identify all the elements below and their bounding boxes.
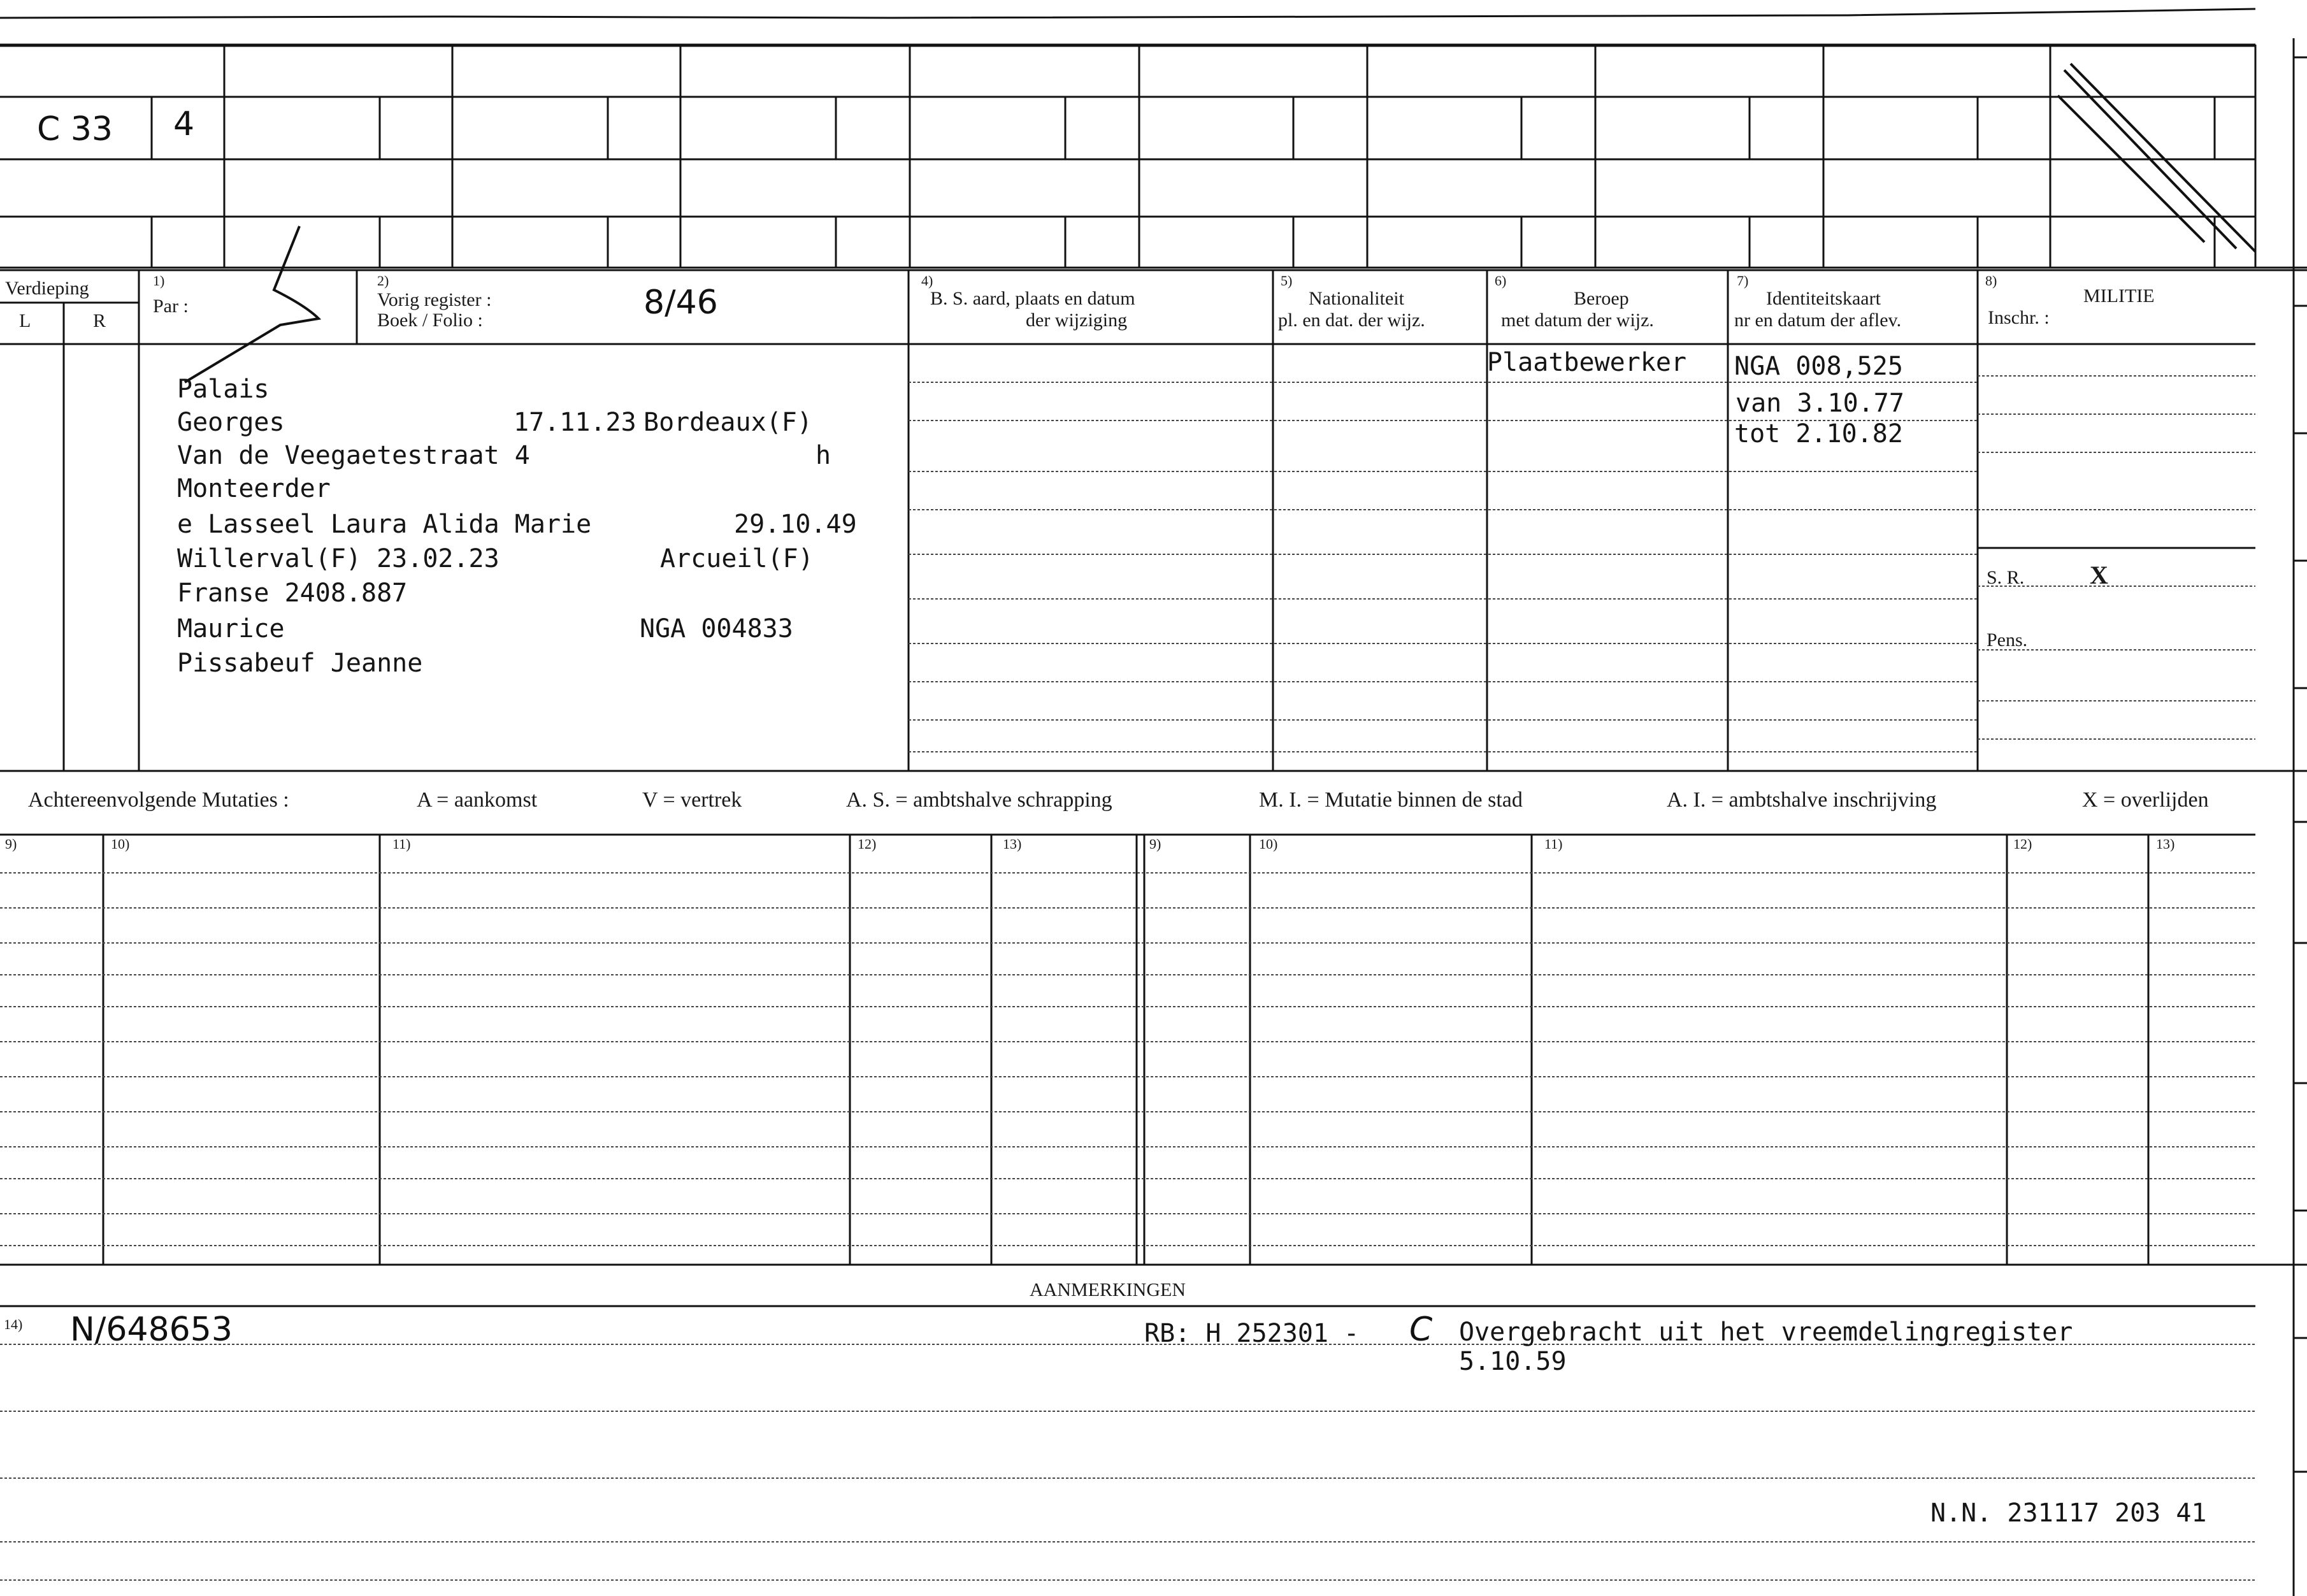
marriage-place: Arcueil(F) [660,544,814,573]
mut-col-9-right: 9) [1149,836,1161,852]
mut-col-11-right: 11) [1544,836,1563,852]
legend-ai: A. I. = ambtshalve inschrijving [1667,788,1937,812]
mutations-legend [28,788,2209,812]
legend-a: A = aankomst [417,788,538,812]
mut-col-10-right: 10) [1259,836,1278,852]
identity-line-3: tot 2.10.82 [1734,419,1903,449]
col6-header-a: Beroep [1574,288,1629,309]
mut-col-13-left: 13) [1003,836,1022,852]
father-id: NGA 004833 [640,614,793,643]
cell-code: C 33 [37,110,113,148]
occupation: Monteerder [177,474,331,503]
l-label: L [19,310,31,331]
col4-number: 4) [921,273,933,289]
mut-col-12-right: 12) [2013,836,2032,852]
data-rule-lines [909,376,2255,752]
legend-x: X = overlijden [2082,788,2209,812]
person-details [177,375,857,678]
remarks-rb: RB: H 252301 - [1144,1319,1360,1348]
col7-number: 7) [1737,273,1749,289]
identity-line-1: NGA 008,525 [1734,352,1903,381]
father-name: Maurice [177,614,285,643]
mut-col-12-left: 12) [858,836,877,852]
verdieping-label: Verdieping [5,278,89,299]
legend-mi: M. I. = Mutatie binnen de stad [1259,788,1523,812]
col6-number: 6) [1495,273,1507,289]
remarks-note: Overgebracht uit het vreemdelingregister [1459,1318,2073,1347]
col5-header-a: Nationaliteit [1309,288,1404,309]
col7-header-a: Identiteitskaart [1766,288,1881,309]
handwritten-arrow-mark [185,226,319,382]
top-grid [0,45,2307,270]
spouse-name: e Lasseel Laura Alida Marie [177,510,592,539]
col6-header-b: met datum der wijz. [1501,310,1654,331]
sr-value: X [2090,561,2108,589]
par-label: Par : [153,296,189,317]
mut-col-10-left: 10) [111,836,130,852]
remarks-rb-mark: C [1409,1311,1433,1349]
nationality-line: Franse 2408.887 [177,579,408,608]
mut-col-13-right: 13) [2156,836,2175,852]
mut-col-11-left: 11) [392,836,411,852]
mut-col-9-left: 9) [5,836,17,852]
remarks-nn: N.N. 231117 203 41 [1930,1499,2207,1528]
remarks-number: 14) [4,1316,23,1332]
boek-folio-label: Boek / Folio : [377,310,483,331]
remarks-note-date: 5.10.59 [1459,1347,1567,1376]
vorig-register-label: Vorig register : [377,289,492,310]
vorig-number: 2) [377,273,389,289]
remarks-n-number: N/648653 [70,1311,233,1349]
col7-header-b: nr en datum der aflev. [1734,310,1902,331]
identity-line-2: van 3.10.77 [1736,389,1904,418]
mutations-rule-lines [0,873,2255,1246]
register-value: 8/46 [643,284,718,322]
beroep-value: Plaatbewerker [1487,348,1687,377]
par-number: 1) [153,273,165,289]
legend-title: Achtereenvolgende Mutaties : [28,788,289,812]
col5-header-b: pl. en dat. der wijz. [1278,310,1425,331]
birth-date: 17.11.23 [514,408,636,437]
top-edge-mark [0,9,2255,18]
address: Van de Veegaetestraat 4 [177,441,530,470]
birth-place: Bordeaux(F) [643,408,812,437]
col5-number: 5) [1281,273,1293,289]
r-label: R [93,310,106,331]
pens-label: Pens. [1987,629,2028,651]
col4-header-b: der wijziging [1026,310,1128,331]
surname: Palais [177,375,270,404]
remarks-title: AANMERKINGEN [1030,1279,1186,1300]
col8-number: 8) [1985,273,1997,289]
cell-number: 4 [173,105,195,143]
firstname: Georges [177,408,285,437]
gender: h [816,441,831,470]
remarks-rule-lines [0,1344,2255,1580]
spouse-birth: Willerval(F) 23.02.23 [177,544,499,573]
right-edge-ticks [2294,38,2307,1596]
crossed-cell-mark [2058,64,2255,252]
inschr-label: Inschr. : [1988,307,2050,328]
sr-label: S. R. [1987,567,2025,588]
mother-name: Pissabeuf Jeanne [177,649,423,678]
mutations-grid [0,835,2307,1265]
col4-header-a: B. S. aard, plaats en datum [930,288,1135,309]
militie-label: MILITIE [2083,285,2155,306]
legend-v: V = vertrek [642,788,742,812]
marriage-date: 29.10.49 [734,510,857,539]
legend-as: A. S. = ambtshalve schrapping [846,788,1112,812]
